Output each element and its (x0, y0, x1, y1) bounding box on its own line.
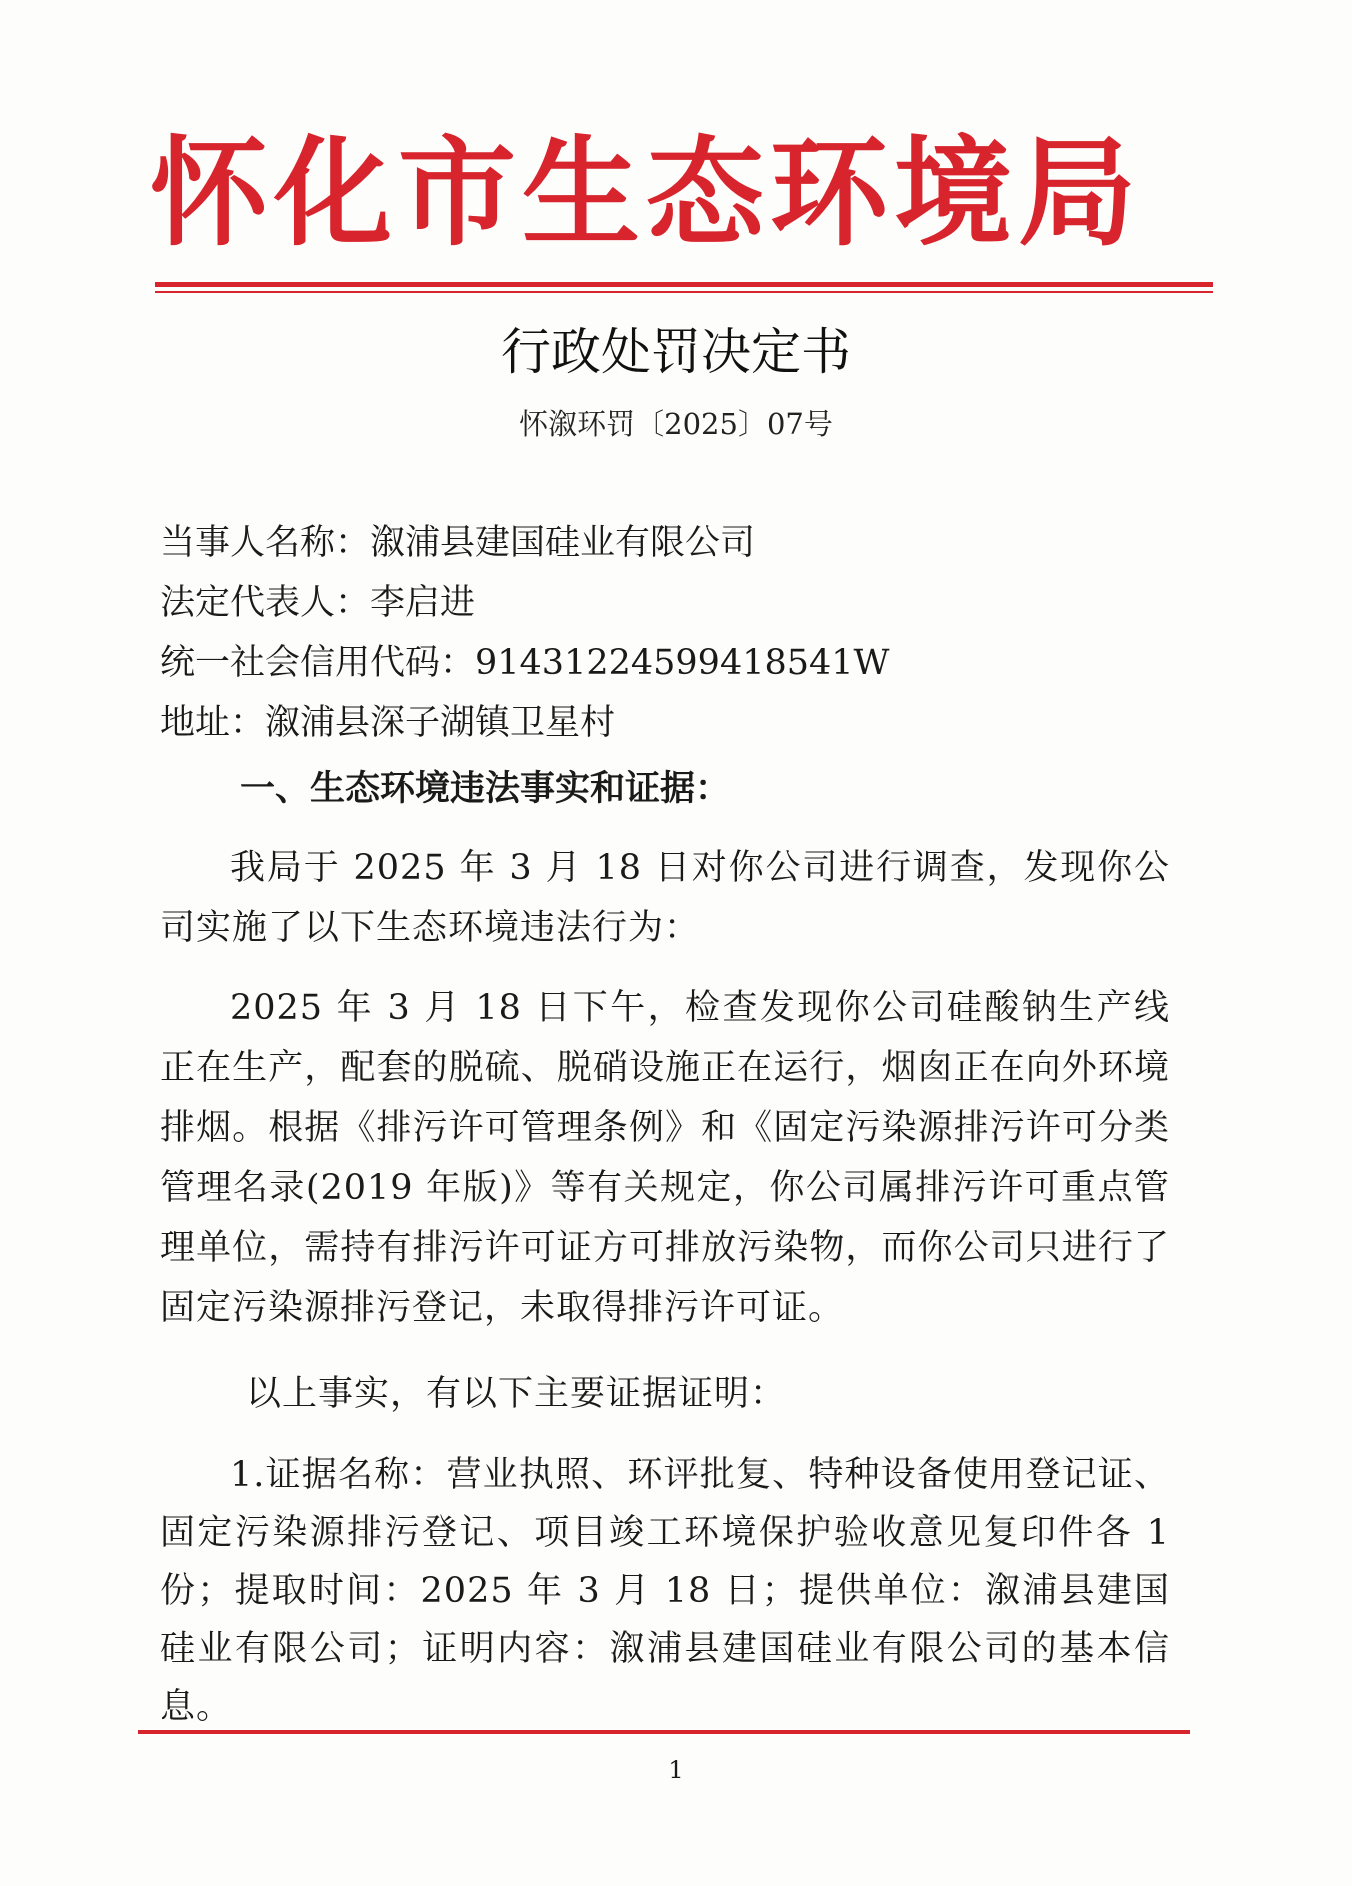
letterhead-rule-thin (155, 291, 1213, 293)
party-legal-rep: 法定代表人：李启进 (160, 583, 476, 623)
section-heading-violation-facts: 一、生态环境违法事实和证据： (240, 768, 731, 809)
document-number: 怀溆环罚〔2025〕07号 (519, 407, 833, 441)
letterhead-rule-thick (155, 282, 1213, 287)
paragraph-violation-facts: 2025 年 3 月 18 日下午，检查发现你公司硅酸钠生产线正在生产，配套的脱硫、脱硝设施正在运行，烟囱正在向外环境排烟。根据《排污许可管理条例》和《固定污染源排污许可分类管理名录(2019 年版)》等有关规定，你公司属排污许可重点管理单位，需持有排污许可证方可排放污染物，而你公司只进行了固定污染源排污登记，未取得排污许可证。 (160, 988, 1170, 1328)
footer-red-rule (138, 1730, 1190, 1734)
letterhead-agency-name: 怀化市生态环境局 (150, 124, 1143, 262)
paragraph-evidence-1: 1.证据名称：营业执照、环评批复、特种设备使用登记证、固定污染源排污登记、项目竣工环境保护验收意见复印件各 1 份；提取时间：2025 年 3 月 18 日；提供单位：溆浦县建国硅业有限公司；证明内容：溆浦县建国硅业有限公司的基本信息。 (160, 1455, 1170, 1727)
party-credit-code: 统一社会信用代码：91431224599418541W (160, 643, 890, 683)
document-type-title: 行政处罚决定书 (501, 323, 851, 381)
paragraph-evidence-intro: 以上事实，有以下主要证据证明： (246, 1374, 787, 1414)
page-number: 1 (668, 1756, 684, 1784)
party-address: 地址：溆浦县深子湖镇卫星村 (160, 703, 616, 743)
party-name: 当事人名称：溆浦县建国硅业有限公司 (160, 523, 756, 563)
paragraph-investigation-intro: 我局于 2025 年 3 月 18 日对你公司进行调查，发现你公司实施了以下生态环境违法行为： (160, 848, 1170, 948)
